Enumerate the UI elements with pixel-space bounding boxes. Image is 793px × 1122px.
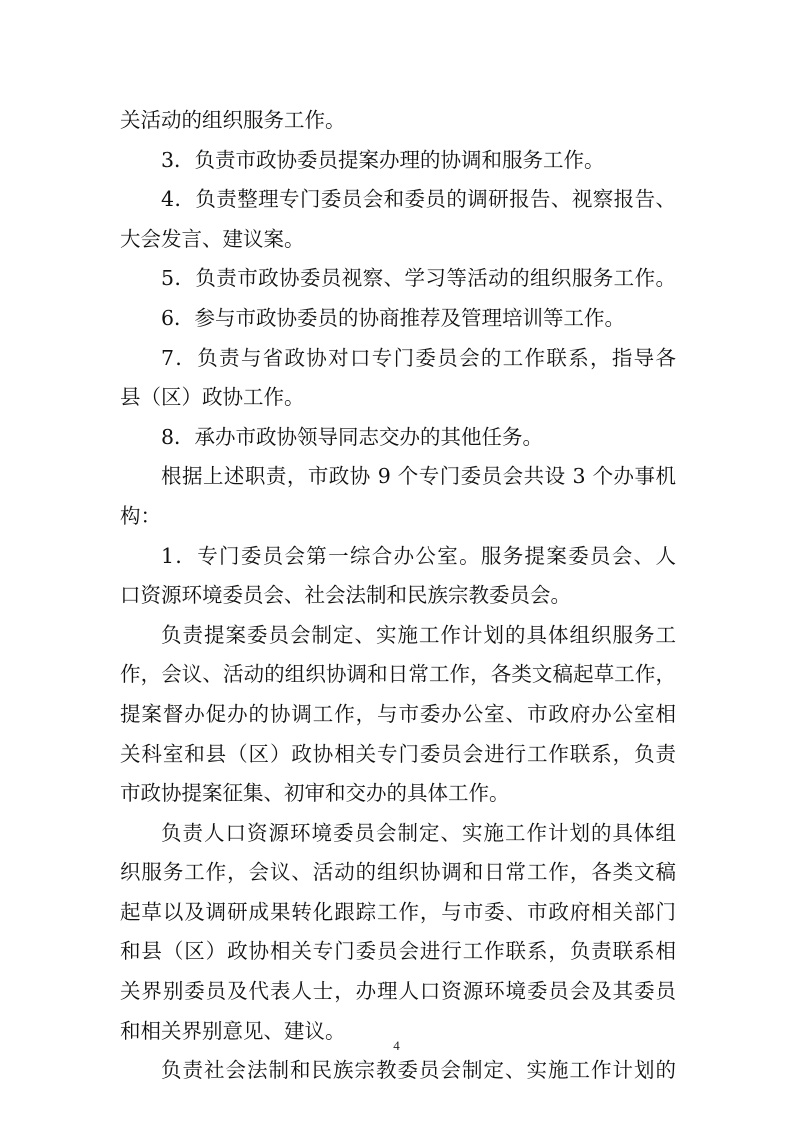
text-line: 起草以及调研成果转化跟踪工作，与市委、市政府相关部门 bbox=[120, 899, 676, 924]
text-line: 4．负责整理专门委员会和委员的调研报告、视察报告、 bbox=[161, 187, 676, 212]
text-line: 负责人口资源环境委员会制定、实施工作计划的具体组 bbox=[161, 820, 676, 845]
page-number: 4 bbox=[393, 1038, 400, 1053]
text-line: 织服务工作，会议、活动的组织协调和日常工作，各类文稿 bbox=[120, 860, 676, 885]
text-line: 提案督办促办的协调工作，与市委办公室、市政府办公室相 bbox=[120, 701, 676, 726]
text-line: 负责提案委员会制定、实施工作计划的具体组织服务工 bbox=[161, 622, 676, 647]
text-line: 作，会议、活动的组织协调和日常工作，各类文稿起草工作， bbox=[120, 662, 676, 687]
text-line: 根据上述职责，市政协 9 个专门委员会共设 3 个办事机 bbox=[161, 464, 676, 489]
text-line: 3．负责市政协委员提案办理的协调和服务工作。 bbox=[161, 147, 605, 172]
text-line: 7．负责与省政协对口专门委员会的工作联系，指导各 bbox=[161, 345, 676, 370]
text-line: 5．负责市政协委员视察、学习等活动的组织服务工作。 bbox=[161, 266, 676, 291]
document-body bbox=[120, 101, 676, 1091]
text-line: 县（区）政协工作。 bbox=[120, 385, 305, 410]
text-line: 和相关界别意见、建议。 bbox=[120, 1018, 346, 1043]
text-line: 关科室和县（区）政协相关专门委员会进行工作联系，负责 bbox=[120, 741, 676, 766]
text-line: 大会发言、建议案。 bbox=[120, 226, 305, 251]
text-line: 6．参与市政协委员的协商推荐及管理培训等工作。 bbox=[161, 305, 626, 330]
text-line: 关界别委员及代表人士，办理人口资源环境委员会及其委员 bbox=[120, 979, 676, 1004]
text-line: 负责社会法制和民族宗教委员会制定、实施工作计划的 bbox=[161, 1058, 676, 1083]
text-line: 构： bbox=[120, 503, 161, 528]
text-line: 关活动的组织服务工作。 bbox=[120, 108, 346, 132]
text-line: 口资源环境委员会、社会法制和民族宗教委员会。 bbox=[120, 583, 571, 608]
text-line: 8．承办市政协领导同志交办的其他任务。 bbox=[161, 424, 544, 449]
text-line: 市政协提案征集、初审和交办的具体工作。 bbox=[120, 781, 510, 806]
text-line: 和县（区）政协相关专门委员会进行工作联系，负责联系相 bbox=[120, 939, 676, 964]
text-line: 1．专门委员会第一综合办公室。服务提案委员会、人 bbox=[161, 543, 676, 568]
